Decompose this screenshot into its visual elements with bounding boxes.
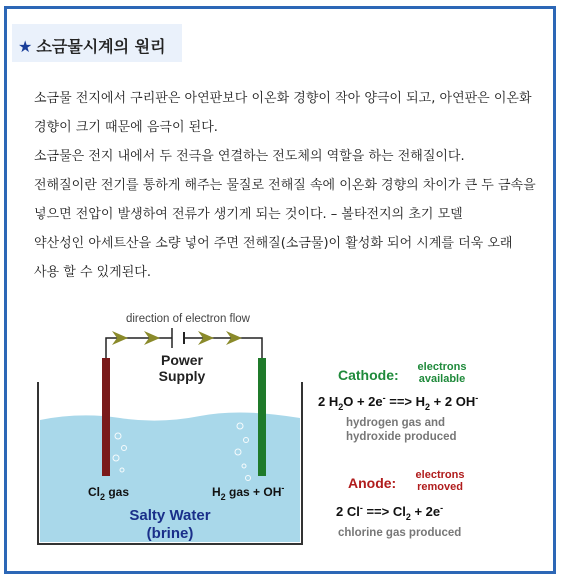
anode-desc: chlorine gas produced bbox=[338, 527, 462, 539]
anode-note-1: electrons bbox=[415, 469, 465, 481]
anode-note-2: removed bbox=[417, 481, 463, 493]
cathode-electrode bbox=[258, 358, 266, 476]
paragraph-line: 소금물은 전지 내에서 두 전극을 연결하는 전도체의 역할을 하는 전해질이다. bbox=[34, 149, 465, 164]
flow-label: direction of electron flow bbox=[125, 313, 251, 325]
paragraph-line: 전해질이란 전기를 통하게 해주는 물질로 전해질 속에 이온화 경향의 차이가 큰 두 금속을 bbox=[34, 178, 536, 193]
cathode-note-2: available bbox=[418, 373, 466, 385]
paragraph-line: 사용 할 수 있게된다. bbox=[34, 265, 151, 280]
paragraph-line: 경향이 크기 때문에 음극이 된다. bbox=[34, 120, 218, 135]
paragraph-line: 약산성인 아세트산을 소량 넣어 주면 전해질(소금물)이 활성화 되어 시계를 더욱 오래 bbox=[34, 236, 513, 251]
anode-electrode bbox=[102, 358, 110, 476]
power-label-2: Supply bbox=[158, 368, 206, 384]
cathode-desc-2: hydroxide produced bbox=[346, 431, 457, 443]
anode-title: Anode: bbox=[348, 475, 397, 491]
cathode-gas-label: $H_2$ gas + OH- bbox=[212, 483, 285, 502]
cathode-title: Cathode: bbox=[338, 367, 399, 383]
cathode-desc-1: hydrogen gas and bbox=[346, 417, 446, 429]
paragraph-line: 소금물 전지에서 구리판은 아연판보다 이온화 경향이 작아 양극이 되고, 아연판은 이온화 bbox=[34, 91, 532, 106]
cathode-note-1: electrons bbox=[417, 361, 467, 373]
power-label-1: Power bbox=[160, 352, 204, 368]
cathode-equation: 2 $H_2O + 2e^-$ ==> $H_2 + 2$ OH- bbox=[318, 393, 479, 412]
water-label-1: Salty Water bbox=[129, 507, 211, 524]
title-text: 소금물시계의 원리 bbox=[36, 37, 166, 56]
anode-equation: 2 Cl- ==> $Cl_2 + 2e^-$ bbox=[336, 503, 444, 522]
anode-gas-label: $Cl_2$ gas bbox=[88, 485, 130, 502]
star-icon: ★ bbox=[18, 37, 33, 56]
water-label-2: (brine) bbox=[146, 525, 194, 542]
paragraph-line: 넣으면 전압이 발생하여 전류가 생기게 되는 것이다. – 볼타전지의 초기 모델 bbox=[34, 207, 463, 222]
